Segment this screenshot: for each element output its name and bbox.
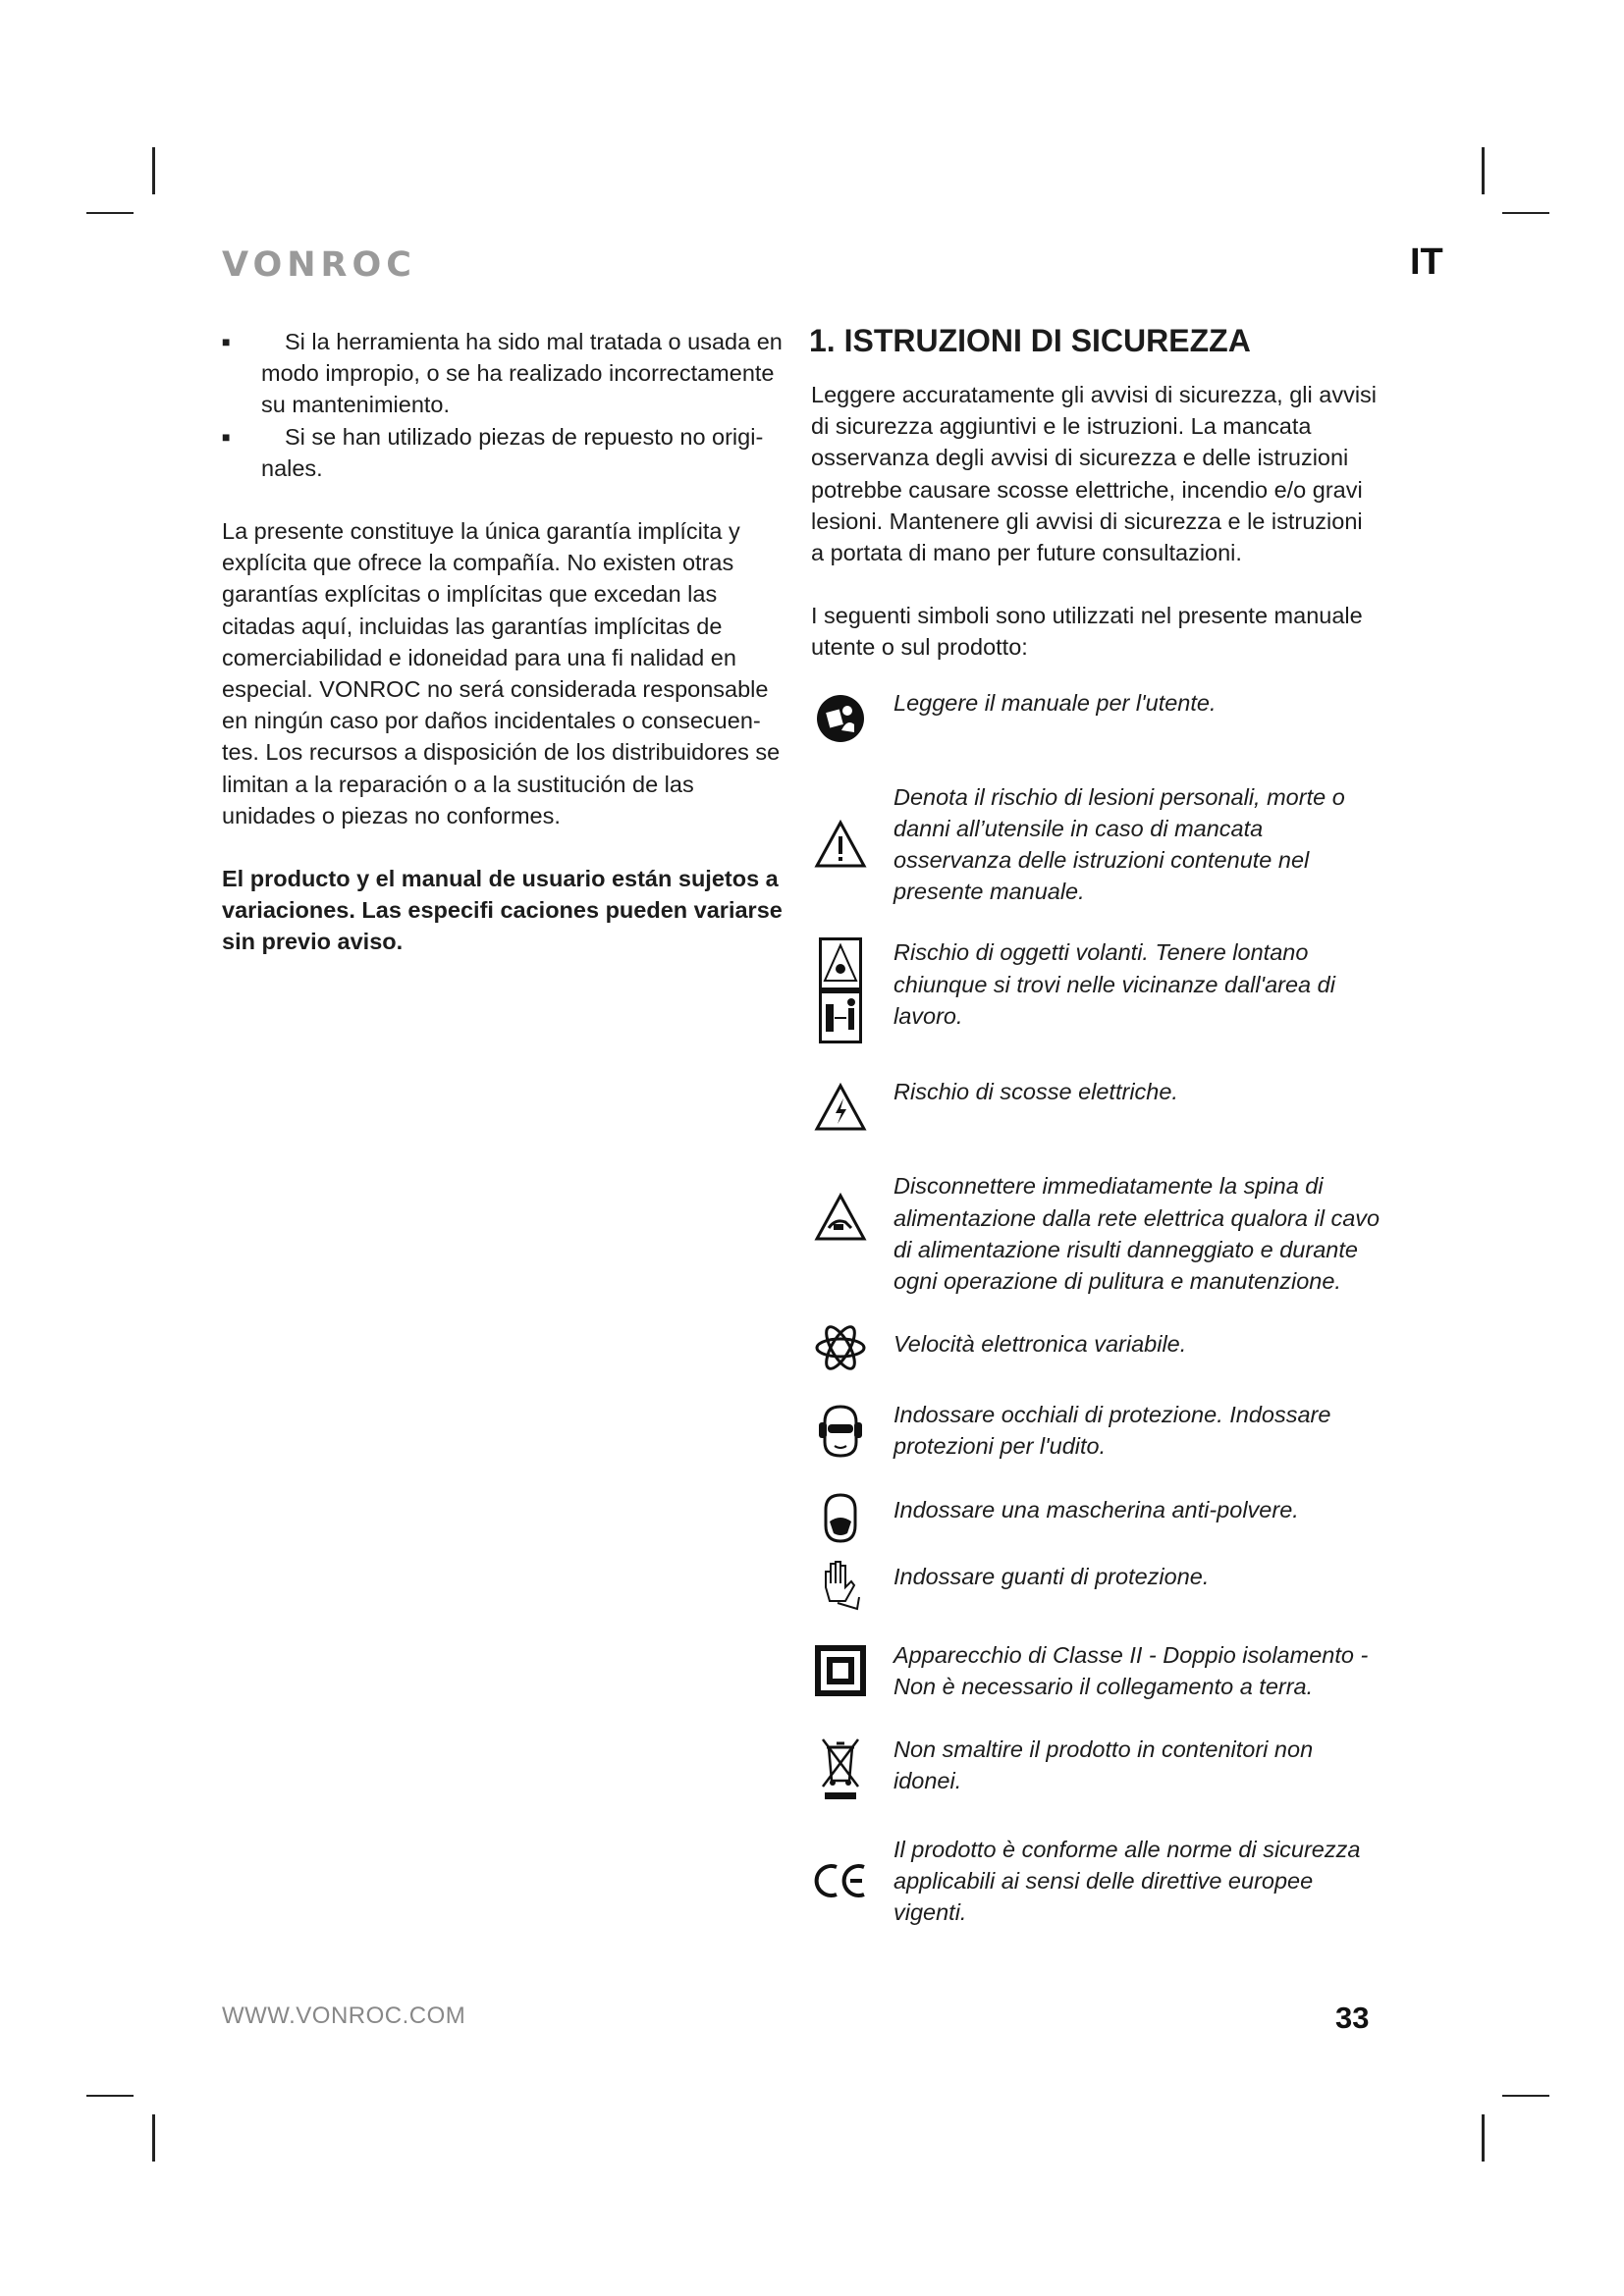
bullet-icon: ■	[222, 428, 231, 445]
symbol-row	[811, 1494, 1380, 1541]
crop-mark	[152, 147, 155, 194]
symbol-description: Denota il rischio di lesioni personali, morte o danni all’utensile in caso di mancata osservanza delle istruzioni contenute nel presente manuale.	[893, 783, 1345, 905]
gloves-icon	[811, 1561, 870, 1608]
symbol-description: Disconnettere immediatamente la spina di alimentazione dalla rete elettrica qualora il cavo di alimentazione risulti danneggiato e durante ogni operazione di pulitura e manutenzione.	[893, 1173, 1380, 1295]
list-item-text: Si la herramienta ha sido mal tratada o usada en modo impropio, o se ha realizado incorrectamente su mantenimiento.	[261, 329, 783, 418]
goggles-ear-protection-icon	[811, 1399, 870, 1462]
class-ii-icon	[811, 1639, 870, 1702]
symbol-row	[811, 1076, 1380, 1139]
warning-icon	[811, 781, 870, 907]
symbol-description: Rischio di scosse elettriche.	[893, 1079, 1178, 1105]
crop-mark	[86, 212, 134, 214]
left-column	[222, 326, 784, 958]
symbol-row	[811, 1834, 1380, 1929]
symbol-description: Leggere il manuale per l'utente.	[893, 689, 1217, 716]
dust-mask-icon	[811, 1494, 870, 1541]
symbol-description: Rischio di oggetti volanti. Tenere lontano chiunque si trovi nelle vicinanze dall'area di lavoro.	[893, 939, 1335, 1029]
symbol-description: Indossare occhiali di protezione. Indossare protezioni per l'udito.	[893, 1402, 1331, 1460]
symbol-row	[811, 781, 1380, 908]
list-item	[222, 421, 784, 484]
list-item	[222, 326, 784, 421]
electric-shock-icon	[811, 1076, 870, 1139]
symbol-row	[811, 687, 1380, 750]
symbol-row	[811, 1399, 1380, 1462]
symbol-description: Indossare guanti di protezione.	[893, 1563, 1210, 1589]
symbol-list	[811, 687, 1380, 1929]
symbol-row	[811, 1170, 1380, 1297]
symbols-intro: I seguenti simboli sono utilizzati nel presente manuale utente o sul prodotto:	[811, 603, 1363, 661]
flying-objects-icon	[811, 936, 870, 1044]
brand-logo: VONROC	[222, 245, 416, 285]
symbol-row	[811, 1639, 1380, 1702]
read-manual-icon	[811, 687, 870, 750]
disclaimer-note: El producto y el manual de usuario están sujetos a variaciones. Las especifi caciones pueden variarse sin previo aviso.	[222, 866, 783, 955]
symbol-description: Non smaltire il prodotto in contenitori non idonei.	[893, 1736, 1314, 1794]
symbol-row	[811, 1734, 1380, 1802]
crop-mark	[1482, 147, 1485, 194]
list-item-text: Si se han utilizado piezas de repuesto no origi- nales.	[261, 423, 764, 481]
crop-mark	[152, 2114, 155, 2162]
symbol-description: Velocità elettronica variabile.	[893, 1331, 1187, 1358]
symbol-row	[811, 1561, 1380, 1608]
safety-intro: Leggere accuratamente gli avvisi di sicurezza, gli avvisi di sicurezza aggiuntivi e le istruzioni. La mancata osservanza degli avvisi di sicurezza e delle istruzioni potrebbe causare scosse elettriche, incendio e/o gravi lesioni. Mantenere gli avvisi di sicurezza e le istruzioni a portata di mano per future consultazioni.	[811, 382, 1378, 566]
symbol-row	[811, 936, 1380, 1044]
crop-mark	[1502, 212, 1549, 214]
right-column	[811, 322, 1380, 1960]
wee-bin-icon	[811, 1734, 870, 1802]
ce-mark-icon	[811, 1834, 870, 1928]
footer-url: WWW.VONROC.COM	[222, 2002, 466, 2029]
section-heading: 1. ISTRUZIONI DI SICUREZZA	[809, 323, 1251, 358]
warranty-paragraph: La presente constituye la única garantía implícita y explícita que ofrece la compañía. No existen otras garantías explícitas o implícitas que excedan las citadas aquí, incluidas las garantías implícitas de comerciabilidad e idoneidad para una fi nalidad en especial. VONROC no será considerada responsable en ningún caso por daños incidentales o consecuen- tes. Los recursos a disposición de los distribuidores se limitan a la reparación o a la sustitución de las unidades o piezas no conformes.	[222, 518, 781, 828]
crop-mark	[1502, 2095, 1549, 2097]
bullet-icon: ■	[222, 334, 231, 349]
crop-mark	[86, 2095, 134, 2097]
crop-mark	[1482, 2114, 1485, 2162]
unplug-icon	[811, 1170, 870, 1264]
symbol-row	[811, 1328, 1380, 1367]
language-code: IT	[1410, 241, 1443, 283]
variable-speed-icon	[811, 1328, 870, 1367]
symbol-description: Il prodotto è conforme alle norme di sicurezza applicabili ai sensi delle direttive europee vigenti.	[893, 1837, 1361, 1926]
symbol-description: Apparecchio di Classe II - Doppio isolamento - Non è necessario il collegamento a terra.	[893, 1641, 1369, 1699]
page-number: 33	[1335, 2001, 1370, 2035]
symbol-description: Indossare una mascherina anti-polvere.	[893, 1496, 1299, 1522]
